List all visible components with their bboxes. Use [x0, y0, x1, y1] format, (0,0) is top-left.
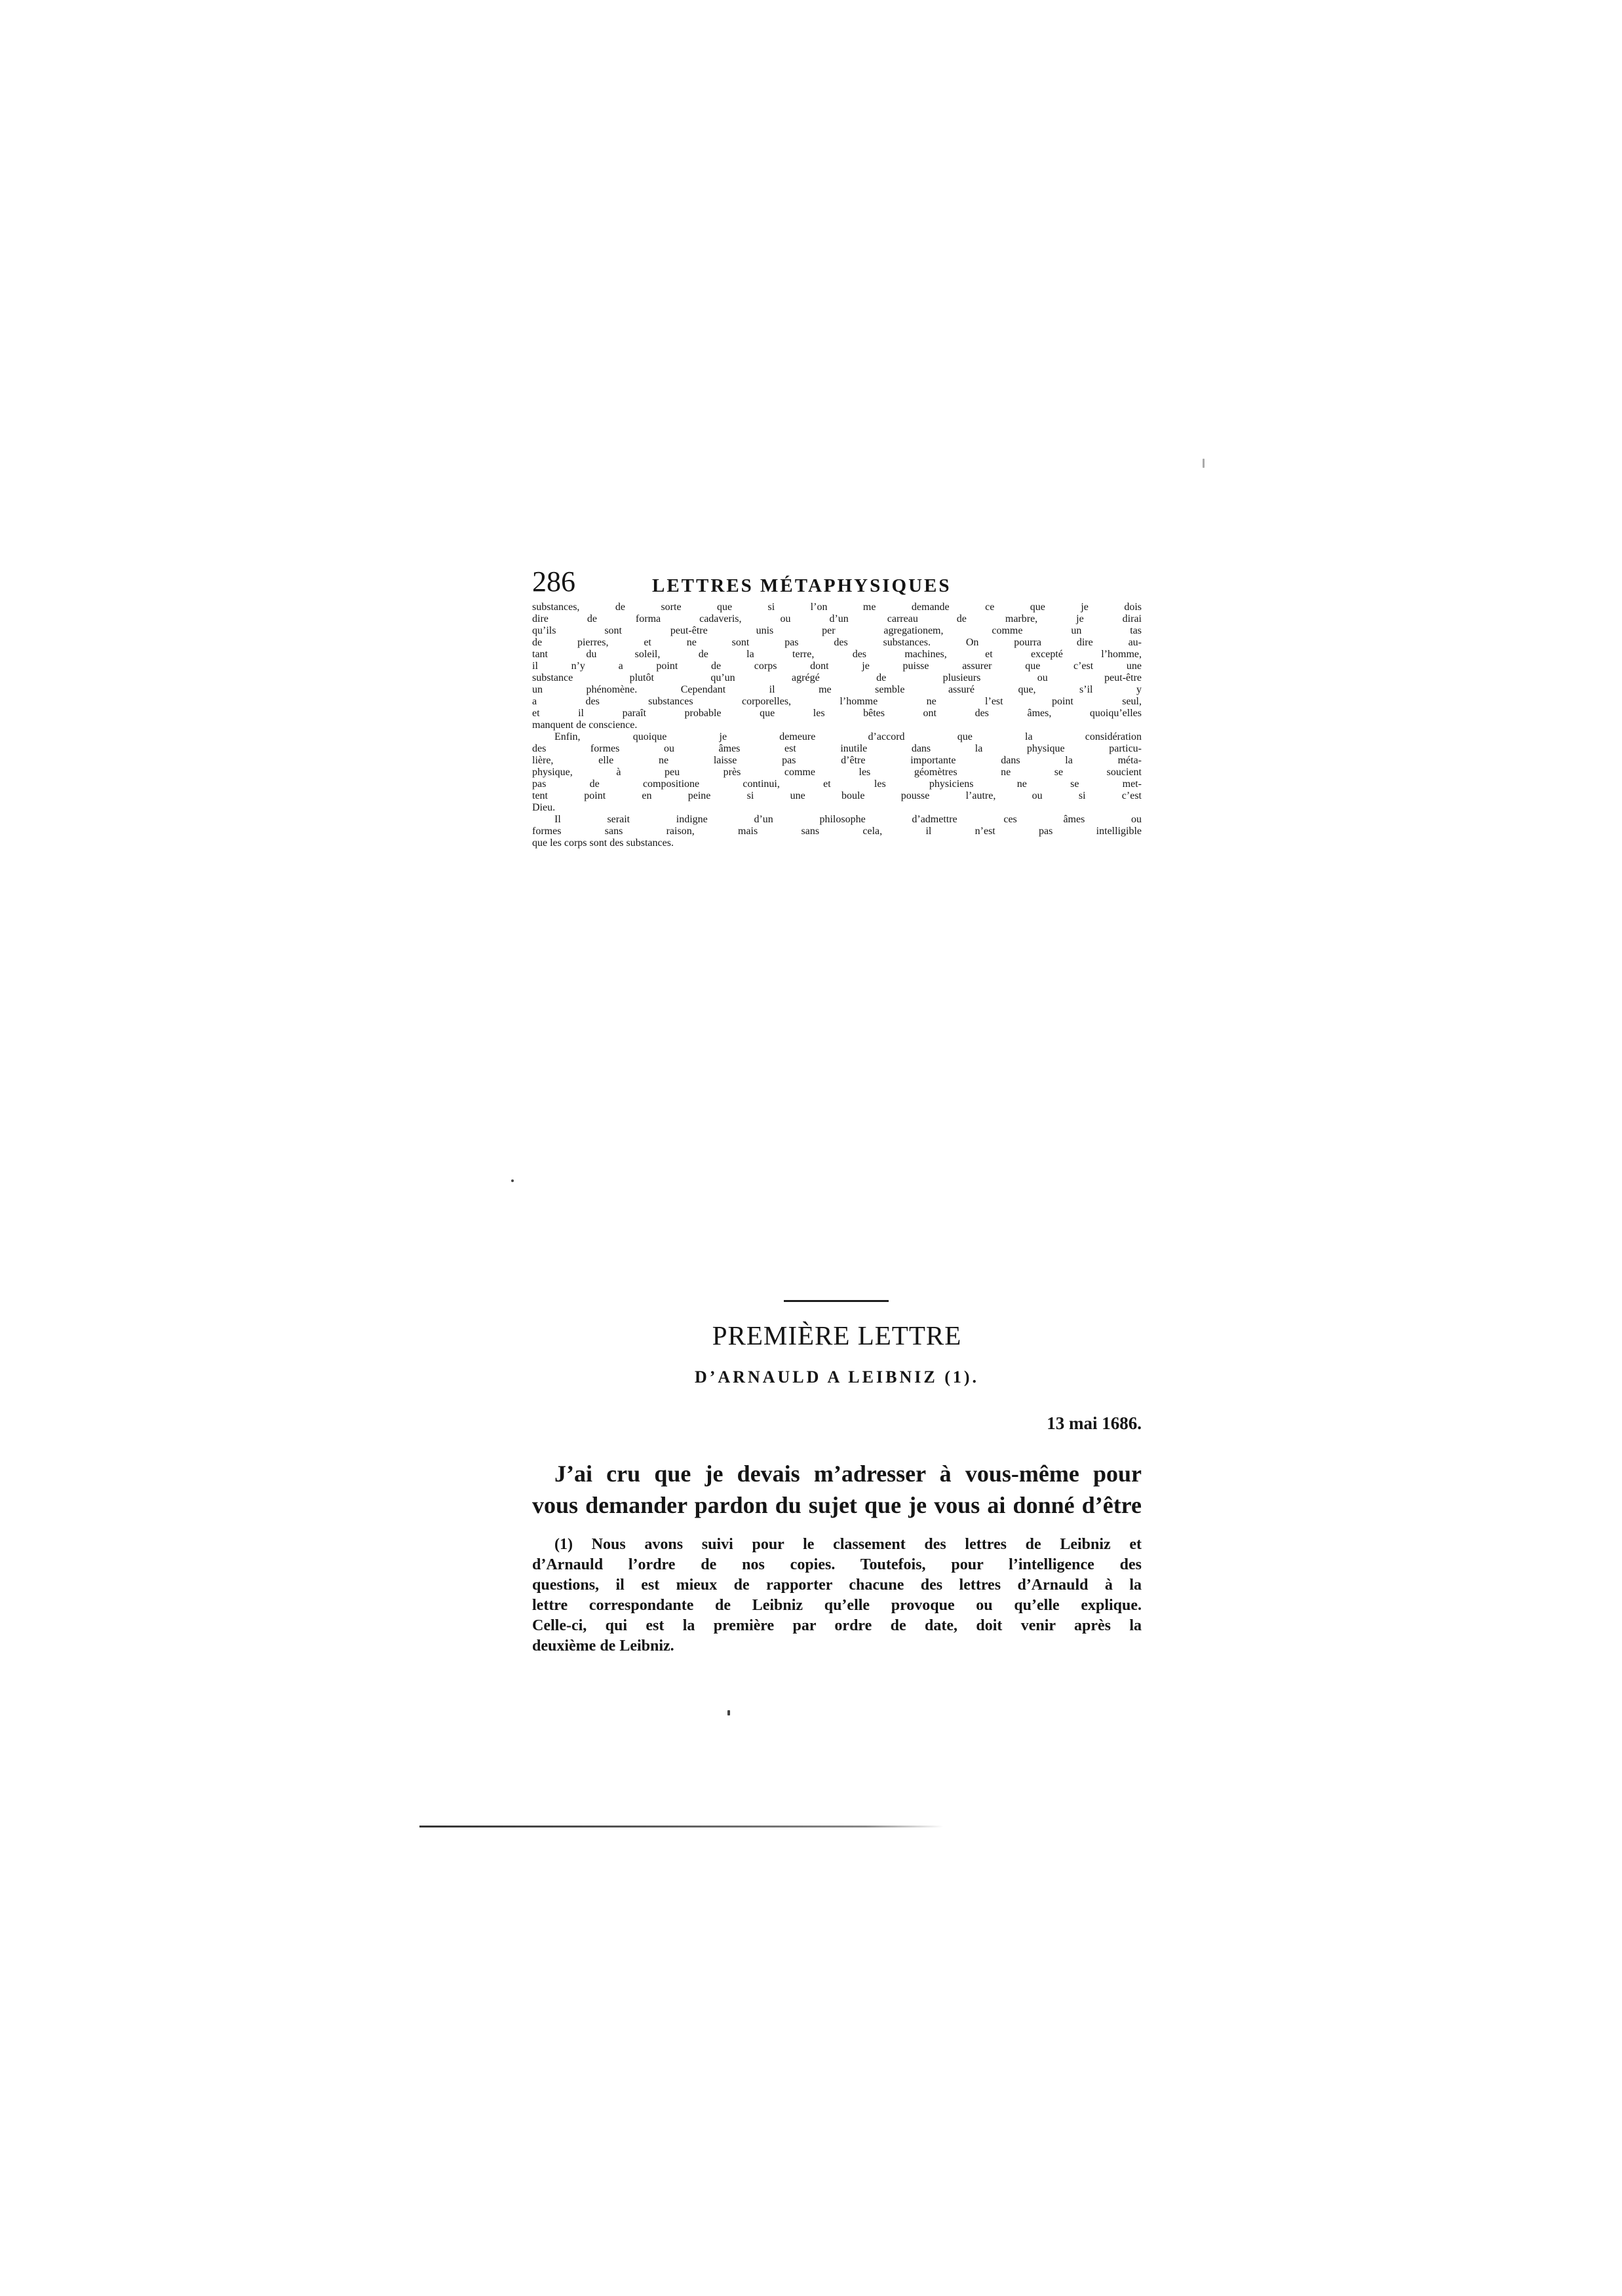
text-line: pas de compositione continui, et les physiciens ne se met-: [532, 778, 1142, 790]
footnote: [532, 1535, 1142, 1656]
text-line: un phénomène. Cependant il me semble assuré que, s’il y: [532, 684, 1142, 695]
text-line: a des substances corporelles, l’homme ne l’est point seul,: [532, 696, 1142, 707]
text-line: formes sans raison, mais sans cela, il n’est pas intelligible: [532, 826, 1142, 837]
text-line: dire de forma cadaveris, ou d’un carreau de marbre, je dirai: [532, 613, 1142, 624]
text-line: Enfin, quoique je demeure d’accord que la considération: [554, 731, 1142, 742]
section-divider: [784, 1300, 889, 1302]
scan-speck: [727, 1710, 730, 1715]
scan-speck: [1203, 459, 1205, 468]
text-line: vous demander pardon du sujet que je vous ai donné d’être: [532, 1492, 1142, 1518]
text-line: tant du soleil, de la terre, des machines, et excepté l’homme,: [532, 649, 1142, 660]
text-line: des formes ou âmes est inutile dans la physique particu-: [532, 743, 1142, 754]
section-subtitle-text: D’ARNAULD A LEIBNIZ: [694, 1368, 938, 1387]
footnote-line: (1) Nous avons suivi pour le classement des lettres de Leibniz et: [554, 1536, 1142, 1553]
section-title: PREMIÈRE LETTRE: [712, 1320, 962, 1350]
text-line: physique, à peu près comme les géomètres ne se soucient: [532, 767, 1142, 778]
section-subtitle: [532, 1364, 1142, 1390]
footnote-line: Celle-ci, qui est la première par ordre de date, doit venir après la: [532, 1617, 1142, 1634]
footnote-line: questions, il est mieux de rapporter chacune des lettres d’Arnauld à la: [532, 1577, 1142, 1594]
paragraph-1: [532, 602, 1142, 731]
text-line: Il serait indigne d’un philosophe d’admettre ces âmes ou: [554, 814, 1142, 825]
main-text-block: [532, 562, 1142, 849]
footnote-line: deuxième de Leibniz.: [532, 1637, 674, 1655]
text-line: il n’y a point de corps dont je puisse assurer que c’est une: [532, 660, 1142, 672]
footnote-line: lettre correspondante de Leibniz qu’elle provoque ou qu’elle explique.: [532, 1597, 1142, 1614]
text-line: J’ai cru que je devais m’adresser à vous-même pour: [554, 1461, 1142, 1487]
text-line: et il paraît probable que les bêtes ont des âmes, quoiqu’elles: [532, 708, 1142, 719]
text-line: tent point en peine si une boule pousse l’autre, ou si c’est: [532, 790, 1142, 801]
text-line: lière, elle ne laisse pas d’être importante dans la méta-: [532, 755, 1142, 766]
footnote-line: d’Arnauld l’ordre de nos copies. Toutefois, pour l’intelligence des: [532, 1556, 1142, 1573]
letter-date: 13 mai 1686.: [1047, 1413, 1142, 1433]
text-line: Dieu.: [532, 802, 556, 813]
letter-text: [532, 1458, 1142, 1521]
text-line: substance plutôt qu’un agrégé de plusieurs ou peut-être: [532, 672, 1142, 683]
scan-speck: [511, 1179, 514, 1182]
page-number: 286: [532, 565, 575, 598]
body-text: [532, 602, 1142, 849]
paragraph-2: [532, 731, 1142, 814]
text-line: manquent de conscience.: [532, 719, 638, 731]
paragraph-3: [532, 814, 1142, 849]
text-line: de pierres, et ne sont pas des substances. On pourra dire au-: [532, 637, 1142, 648]
footnote-reference: (1).: [944, 1368, 980, 1387]
running-title: LETTRES MÉTAPHYSIQUES: [652, 575, 952, 596]
text-line: substances, de sorte que si l’on me demande ce que je dois: [532, 602, 1142, 613]
scan-artifact-rule: [419, 1826, 944, 1827]
text-line: qu’ils sont peut-être unis per agregationem, comme un tas: [532, 625, 1142, 636]
text-line: que les corps sont des substances.: [532, 837, 674, 849]
running-head: [532, 562, 1142, 602]
